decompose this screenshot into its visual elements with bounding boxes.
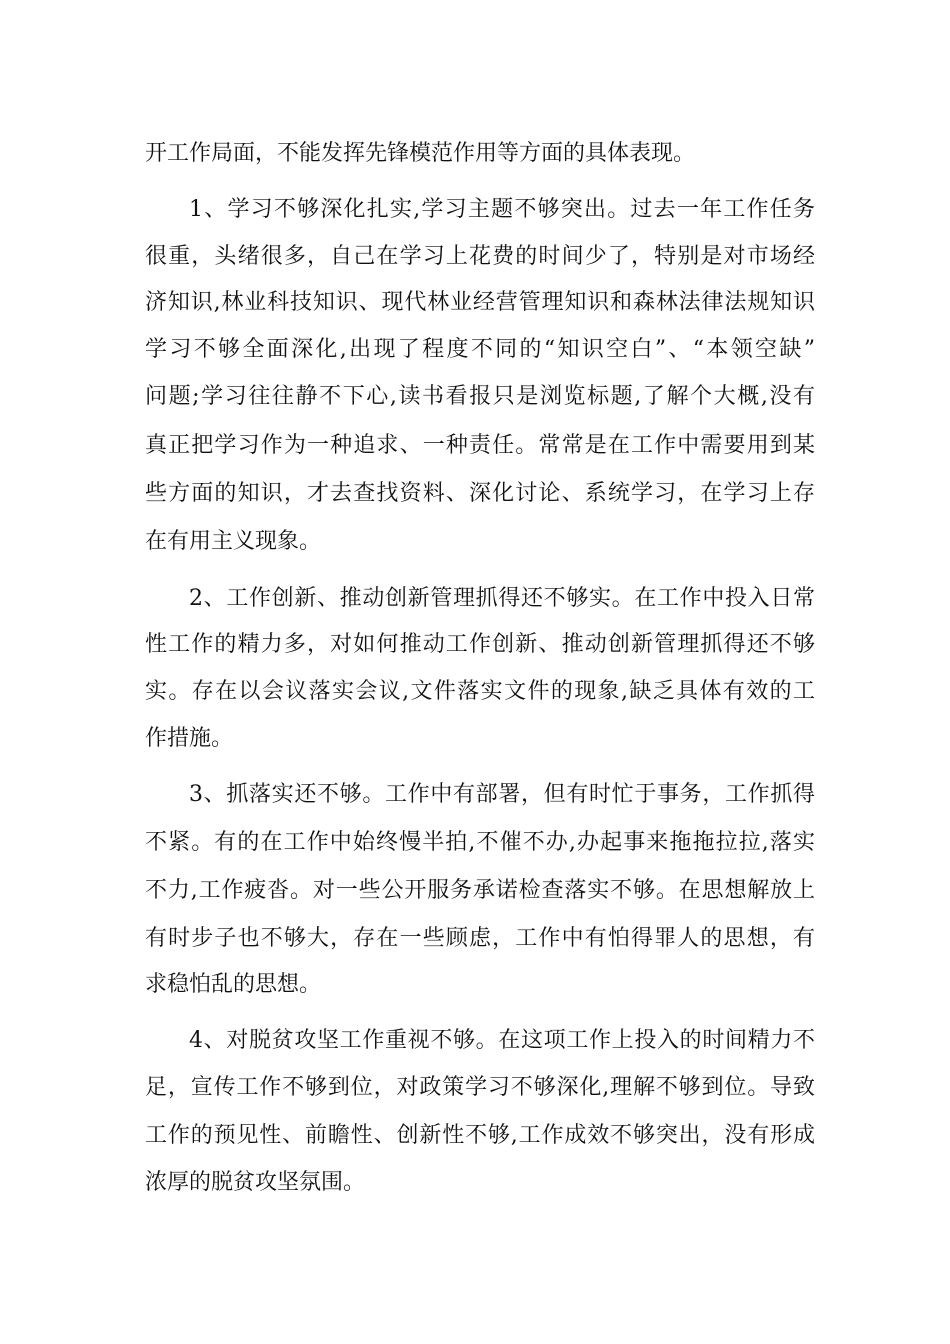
text-line: 很重，头绪很多，自己在学习上花费的时间少了，特别是对市场经 — [145, 244, 815, 269]
text-line: 实。存在以会议落实会议,文件落实文件的现象,缺乏具体有效的工 — [145, 679, 815, 704]
paragraph-2-first-line: 2、工作创新、推动创新管理抓得还不够实。在工作中投入日常 — [189, 586, 815, 611]
text-line: 学习不够全面深化,出现了程度不同的“知识空白”、“本领空缺” — [145, 337, 815, 362]
text-line: 作措施。 — [145, 726, 234, 751]
text-line: 性工作的精力多，对如何推动工作创新、推动创新管理抓得还不够 — [145, 632, 815, 657]
text-line: 有时步子也不够大，存在一些顾虑，工作中有怕得罪人的思想，有 — [145, 926, 815, 951]
text-line: 些方面的知识，才去查找资料、深化讨论、系统学习，在学习上存 — [145, 481, 815, 506]
text-line: 济知识,林业科技知识、现代林业经营管理知识和森林法律法规知识 — [145, 290, 815, 315]
text-line: 不力,工作疲沓。对一些公开服务承诺检查落实不够。在思想解放上 — [145, 878, 815, 903]
text-line: 工作的预见性、前瞻性、创新性不够,工作成效不够突出，没有形成 — [145, 1123, 815, 1148]
text-line: 真正把学习作为一种追求、一种责任。常常是在工作中需要用到某 — [145, 433, 815, 458]
text-line: 浓厚的脱贫攻坚氛围。 — [145, 1170, 366, 1195]
text-line: 求稳怕乱的思想。 — [145, 972, 322, 997]
text-line: 在有用主义现象。 — [145, 529, 322, 554]
paragraph-1-first-line: 1、学习不够深化扎实,学习主题不够突出。过去一年工作任务 — [189, 197, 815, 222]
text-line: 开工作局面，不能发挥先锋模范作用等方面的具体表现。 — [145, 141, 696, 166]
text-line: 问题;学习往往静不下心,读书看报只是浏览标题,了解个大概,没有 — [145, 384, 815, 409]
text-line: 不紧。有的在工作中始终慢半拍,不催不办,办起事来拖拖拉拉,落实 — [145, 830, 815, 855]
text-line: 足，宣传工作不够到位，对政策学习不够深化,理解不够到位。导致 — [145, 1075, 815, 1100]
paragraph-3-first-line: 3、抓落实还不够。工作中有部署，但有时忙于事务，工作抓得 — [189, 782, 815, 807]
paragraph-4-first-line: 4、对脱贫攻坚工作重视不够。在这项工作上投入的时间精力不 — [189, 1028, 815, 1053]
